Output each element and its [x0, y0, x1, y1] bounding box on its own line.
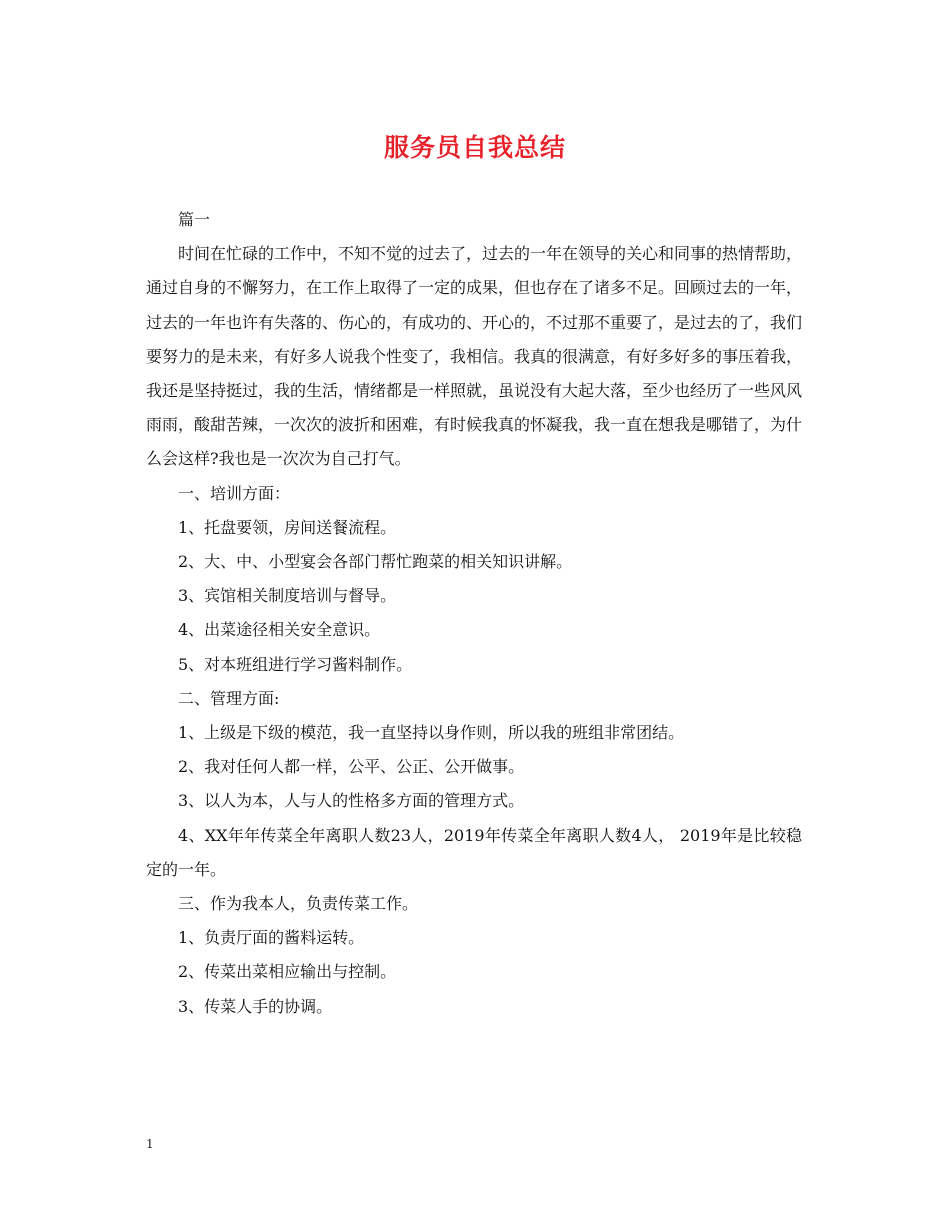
- list-item: 1、托盘要领，房间送餐流程。: [178, 517, 397, 537]
- list-item: 3、传菜人手的协调。: [178, 996, 333, 1016]
- section-heading: 一、培训方面：: [178, 483, 291, 503]
- page-number: 1: [146, 1137, 154, 1151]
- document-body: [146, 203, 802, 1024]
- list-item: 3、宾馆相关制度培训与督导。: [178, 586, 397, 606]
- list-item: 4、出菜途径相关安全意识。: [178, 620, 381, 640]
- list-item: 3、以人为本，人与人的性格多方面的管理方式。: [178, 791, 525, 811]
- section-heading: 二、管理方面:: [178, 688, 280, 708]
- body-paragraph: 时间在忙碌的工作中，不知不觉的过去了，过去的一年在领导的关心和同事的热情帮助，通过自身的不懈努力，在工作上取得了一定的成果，但也存在了诸多不足。回顾过去的一年，过去的一年也许有失落的、伤心的，有成功的、开心的，不过那不重要了，是过去的了，我们要努力的是未来，有好多人说我个性变了，我相信。我真的很满意，有好多好多的事压着我，我还是坚持挺过，我的生活，情绪都是一样照就，虽说没有大起大落，至少也经历了一些风风雨雨，酸甜苦辣，一次次的波折和困难，有时候我真的怀凝我，我一直在想我是哪错了，为什么会这样?我也是一次次为自己打气。: [146, 244, 803, 469]
- list-item: 1、上级是下级的模范，我一直坚持以身作则，所以我的班组非常团结。: [178, 723, 685, 743]
- list-item: 2、传菜出菜相应输出与控制。: [178, 962, 397, 982]
- section-label: 篇一: [178, 210, 211, 229]
- list-item: 2、我对任何人都一样，公平、公正、公开做事。: [178, 757, 525, 777]
- document-title: 服务员自我总结: [383, 133, 566, 162]
- list-item: 5、对本班组进行学习酱料制作。: [178, 654, 413, 674]
- section-heading: 三、作为我本人，负责传菜工作。: [178, 894, 419, 914]
- list-item: 4、XX年年传菜全年离职人数23人，2019年传菜全年离职人数4人， 2019年是比较稳定的一年。: [146, 825, 802, 879]
- list-item: 1、负责厅面的酱料运转。: [178, 928, 365, 948]
- list-item: 2、大、中、小型宴会各部门帮忙跑菜的相关知识讲解。: [178, 552, 573, 572]
